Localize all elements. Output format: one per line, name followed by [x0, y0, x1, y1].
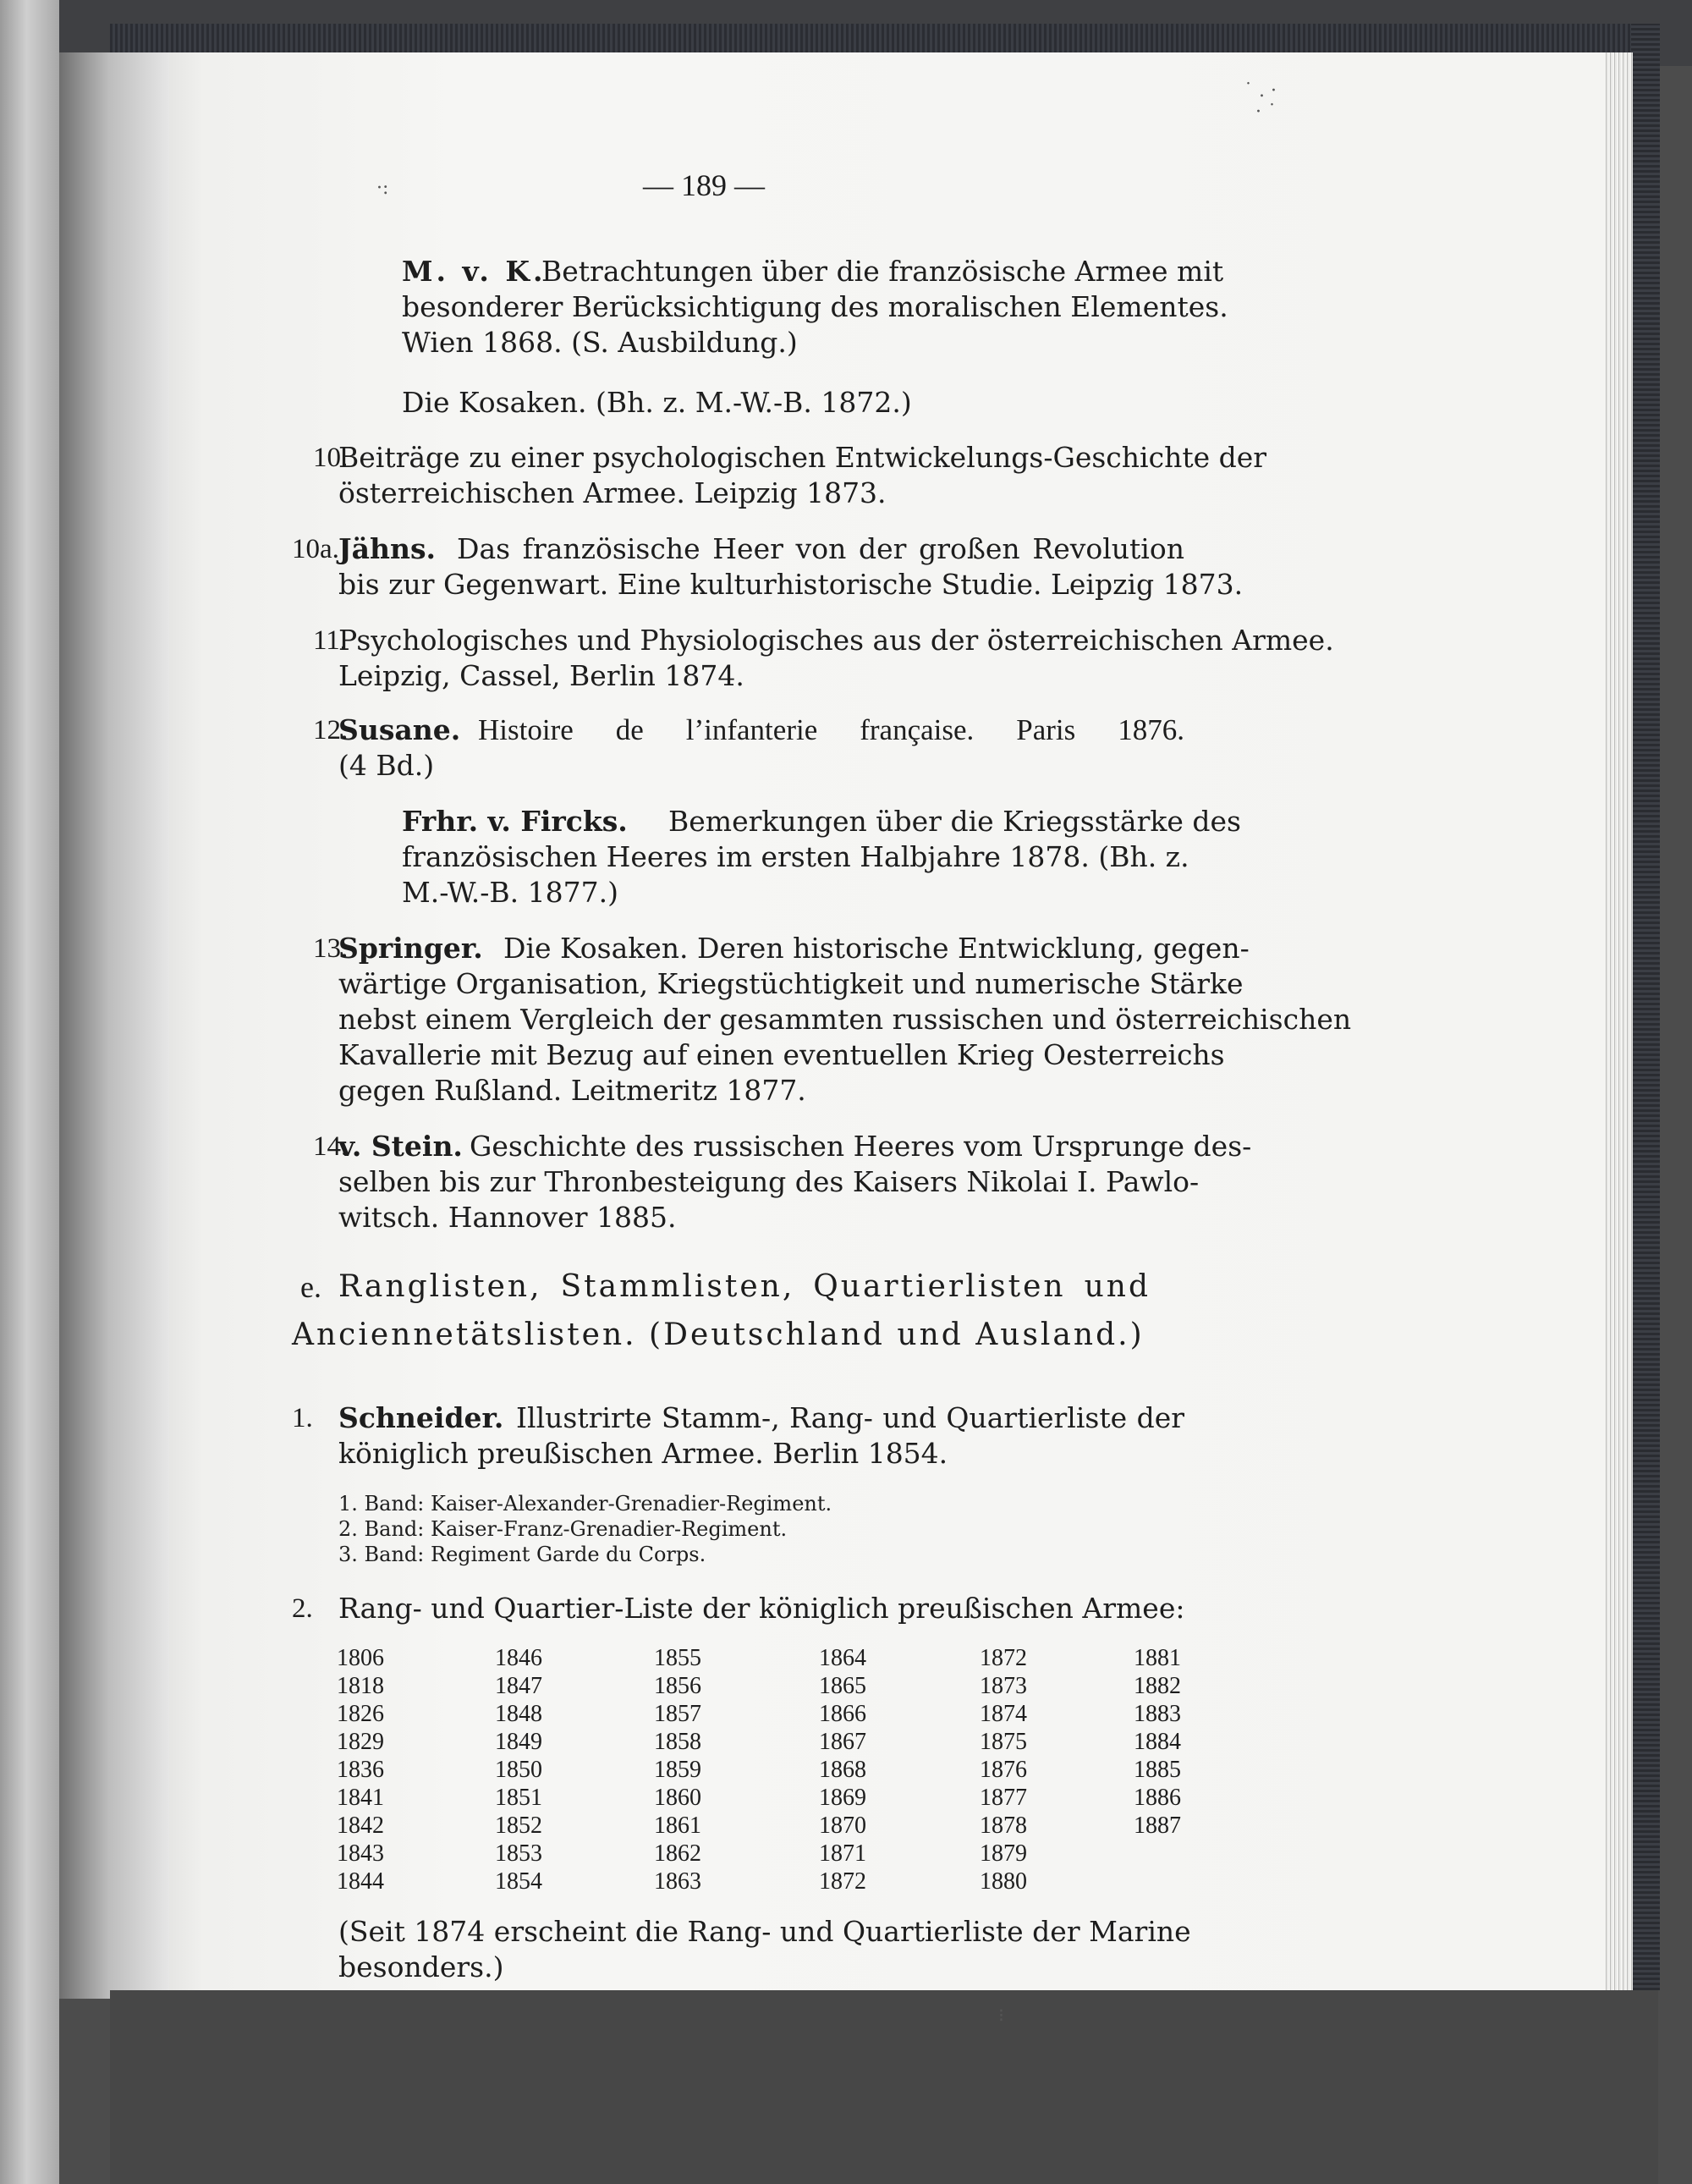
year-cell: 1842: [337, 1813, 384, 1839]
entry-13-line3: nebst einem Vergleich der gesammten russischen und österreichischen: [338, 1003, 1352, 1036]
entry-10a-line1: Das französische Heer von der großen Revolution: [457, 532, 1184, 565]
entry-number: 12.: [313, 715, 349, 745]
year-cell: 1866: [819, 1701, 866, 1727]
year-cell: 1869: [819, 1785, 866, 1811]
year-cell: 1882: [1134, 1673, 1181, 1699]
year-cell: 1886: [1134, 1785, 1181, 1811]
author-name: Schneider.: [338, 1401, 504, 1434]
entry-fircks-line3: M.-W.-B. 1877.): [402, 876, 618, 909]
entry-12-line2: (4 Bd.): [338, 749, 435, 782]
entry-mvk-line3: Wien 1868. (S. Ausbildung.): [402, 326, 798, 359]
entry-number: 10a.: [292, 534, 339, 564]
entry-e2-note-line1: (Seit 1874 erscheint die Rang- und Quartierliste der Marine: [338, 1915, 1191, 1948]
year-cell: 1853: [495, 1840, 542, 1867]
year-cell: 1872: [819, 1868, 866, 1895]
year-cell: 1870: [819, 1813, 866, 1839]
section-heading-line1: Ranglisten, Stammlisten, Quartierlisten und: [338, 1269, 1151, 1304]
year-cell: 1806: [337, 1645, 384, 1671]
year-cell: 1887: [1134, 1813, 1181, 1839]
year-cell: 1846: [495, 1645, 542, 1671]
entry-12-line1: Histoire de l’infanterie française. Paris 1876.: [478, 713, 1184, 746]
author-name: Frhr. v. Fircks.: [402, 805, 628, 838]
entry-13-line2: wärtige Organisation, Kriegstüchtigkeit und numerische Stärke: [338, 967, 1244, 1000]
year-cell: 1874: [980, 1701, 1027, 1727]
entry-13-line4: Kavallerie mit Bezug auf einen eventuellen Krieg Oesterreichs: [338, 1038, 1225, 1071]
year-cell: 1849: [495, 1729, 542, 1755]
entry-10-line2: österreichischen Armee. Leipzig 1873.: [338, 476, 887, 509]
year-cell: 1881: [1134, 1645, 1181, 1671]
year-cell: 1826: [337, 1701, 384, 1727]
year-cell: 1864: [819, 1645, 866, 1671]
year-cell: 1843: [337, 1840, 384, 1867]
year-cell: 1850: [495, 1757, 542, 1783]
year-cell: 1848: [495, 1701, 542, 1727]
year-cell: 1859: [654, 1757, 701, 1783]
entry-14-line2: selben bis zur Thronbesteigung des Kaisers Nikolai I. Pawlo-: [338, 1165, 1200, 1198]
page-number: — 189 —: [643, 168, 765, 202]
year-cell: 1829: [337, 1729, 384, 1755]
ink-speck: ·:: [376, 178, 389, 199]
year-cell: 1851: [495, 1785, 542, 1811]
entry-e1-line1: Illustrirte Stamm-, Rang- und Quartierliste der: [516, 1401, 1184, 1434]
entry-mvk-author: [402, 254, 547, 289]
year-cell: 1876: [980, 1757, 1027, 1783]
year-cell: 1873: [980, 1673, 1027, 1699]
year-cell: 1841: [337, 1785, 384, 1811]
ink-specks: ˙ . · · ˙: [1244, 80, 1277, 123]
year-cell: 1861: [654, 1813, 701, 1839]
entry-13-line1: Die Kosaken. Deren historische Entwicklung, gegen-: [503, 932, 1250, 965]
year-cell: 1880: [980, 1868, 1027, 1895]
entry-e1-line2: königlich preußischen Armee. Berlin 1854.: [338, 1437, 948, 1470]
year-cell: 1860: [654, 1785, 701, 1811]
author-name: Springer.: [338, 932, 483, 965]
section-heading-line2: Anciennetätslisten. (Deutschland und Ausland.): [292, 1318, 1145, 1352]
year-cell: 1867: [819, 1729, 866, 1755]
entry-mvk-line2: besonderer Berücksichtigung des moralischen Elementes.: [402, 290, 1228, 323]
entry-e2-line1: Rang- und Quartier-Liste der königlich preußischen Armee:: [338, 1592, 1185, 1625]
year-cell: 1854: [495, 1868, 542, 1895]
year-cell: 1836: [337, 1757, 384, 1783]
year-cell: 1863: [654, 1868, 701, 1895]
entry-number: 14.: [313, 1131, 349, 1162]
entry-fircks-line1: Bemerkungen über die Kriegsstärke des: [668, 805, 1241, 838]
entry-mvk-line4: Die Kosaken. (Bh. z. M.-W.-B. 1872.): [402, 386, 912, 419]
year-cell: 1852: [495, 1813, 542, 1839]
year-cell: 1862: [654, 1840, 701, 1867]
year-cell: 1847: [495, 1673, 542, 1699]
year-cell: 1844: [337, 1868, 384, 1895]
year-cell: 1865: [819, 1673, 866, 1699]
year-cell: 1858: [654, 1729, 701, 1755]
volume-line: 2. Band: Kaiser-Franz-Grenadier-Regiment.: [338, 1517, 788, 1541]
author-name: v. Stein.: [338, 1130, 463, 1163]
entry-number: 10.: [313, 443, 349, 473]
entry-number: 11.: [313, 625, 348, 656]
year-cell: 1875: [980, 1729, 1027, 1755]
year-cell: 1857: [654, 1701, 701, 1727]
entry-number: 13.: [313, 933, 349, 964]
year-cell: 1885: [1134, 1757, 1181, 1783]
entry-14-line1: Geschichte des russischen Heeres vom Ursprunge des-: [470, 1130, 1252, 1163]
volume-line: 1. Band: Kaiser-Alexander-Grenadier-Regiment.: [338, 1492, 832, 1516]
year-cell: 1868: [819, 1757, 866, 1783]
entry-13-line5: gegen Rußland. Leitmeritz 1877.: [338, 1074, 806, 1107]
entry-11-line1: Psychologisches und Physiologisches aus der österreichischen Armee.: [338, 624, 1334, 657]
entry-number: 1.: [292, 1403, 313, 1433]
year-cell: 1879: [980, 1840, 1027, 1867]
year-cell: 1877: [980, 1785, 1027, 1811]
entry-10a-line2: bis zur Gegenwart. Eine kulturhistorische Studie. Leipzig 1873.: [338, 568, 1244, 601]
year-cell: 1871: [819, 1840, 866, 1867]
year-cell: 1878: [980, 1813, 1027, 1839]
entry-mvk-line1: Betrachtungen über die französische Armee mit: [541, 255, 1224, 288]
author-name: M. v. K.: [402, 255, 547, 288]
entry-14-line3: witsch. Hannover 1885.: [338, 1201, 677, 1234]
year-cell: 1855: [654, 1645, 701, 1671]
year-cell: 1856: [654, 1673, 701, 1699]
entry-number: 2.: [292, 1593, 313, 1624]
volume-line: 3. Band: Regiment Garde du Corps.: [338, 1543, 706, 1566]
section-letter: e.: [300, 1270, 321, 1304]
entry-11-line2: Leipzig, Cassel, Berlin 1874.: [338, 659, 744, 692]
year-cell: 1883: [1134, 1701, 1181, 1727]
entry-e2-note-line2: besonders.): [338, 1950, 504, 1983]
entry-fircks-line2: französischen Heeres im ersten Halbjahre 1878. (Bh. z.: [402, 840, 1189, 873]
author-name: Jähns.: [338, 532, 437, 565]
ink-speck: ⁝: [998, 2005, 1004, 2027]
author-name: Susane.: [338, 713, 461, 746]
year-cell: 1884: [1134, 1729, 1181, 1755]
year-cell: 1872: [980, 1645, 1027, 1671]
year-cell: 1818: [337, 1673, 384, 1699]
entry-10-line1-text: Beiträge zu einer psychologischen Entwickelungs-Geschichte der: [338, 441, 1267, 474]
